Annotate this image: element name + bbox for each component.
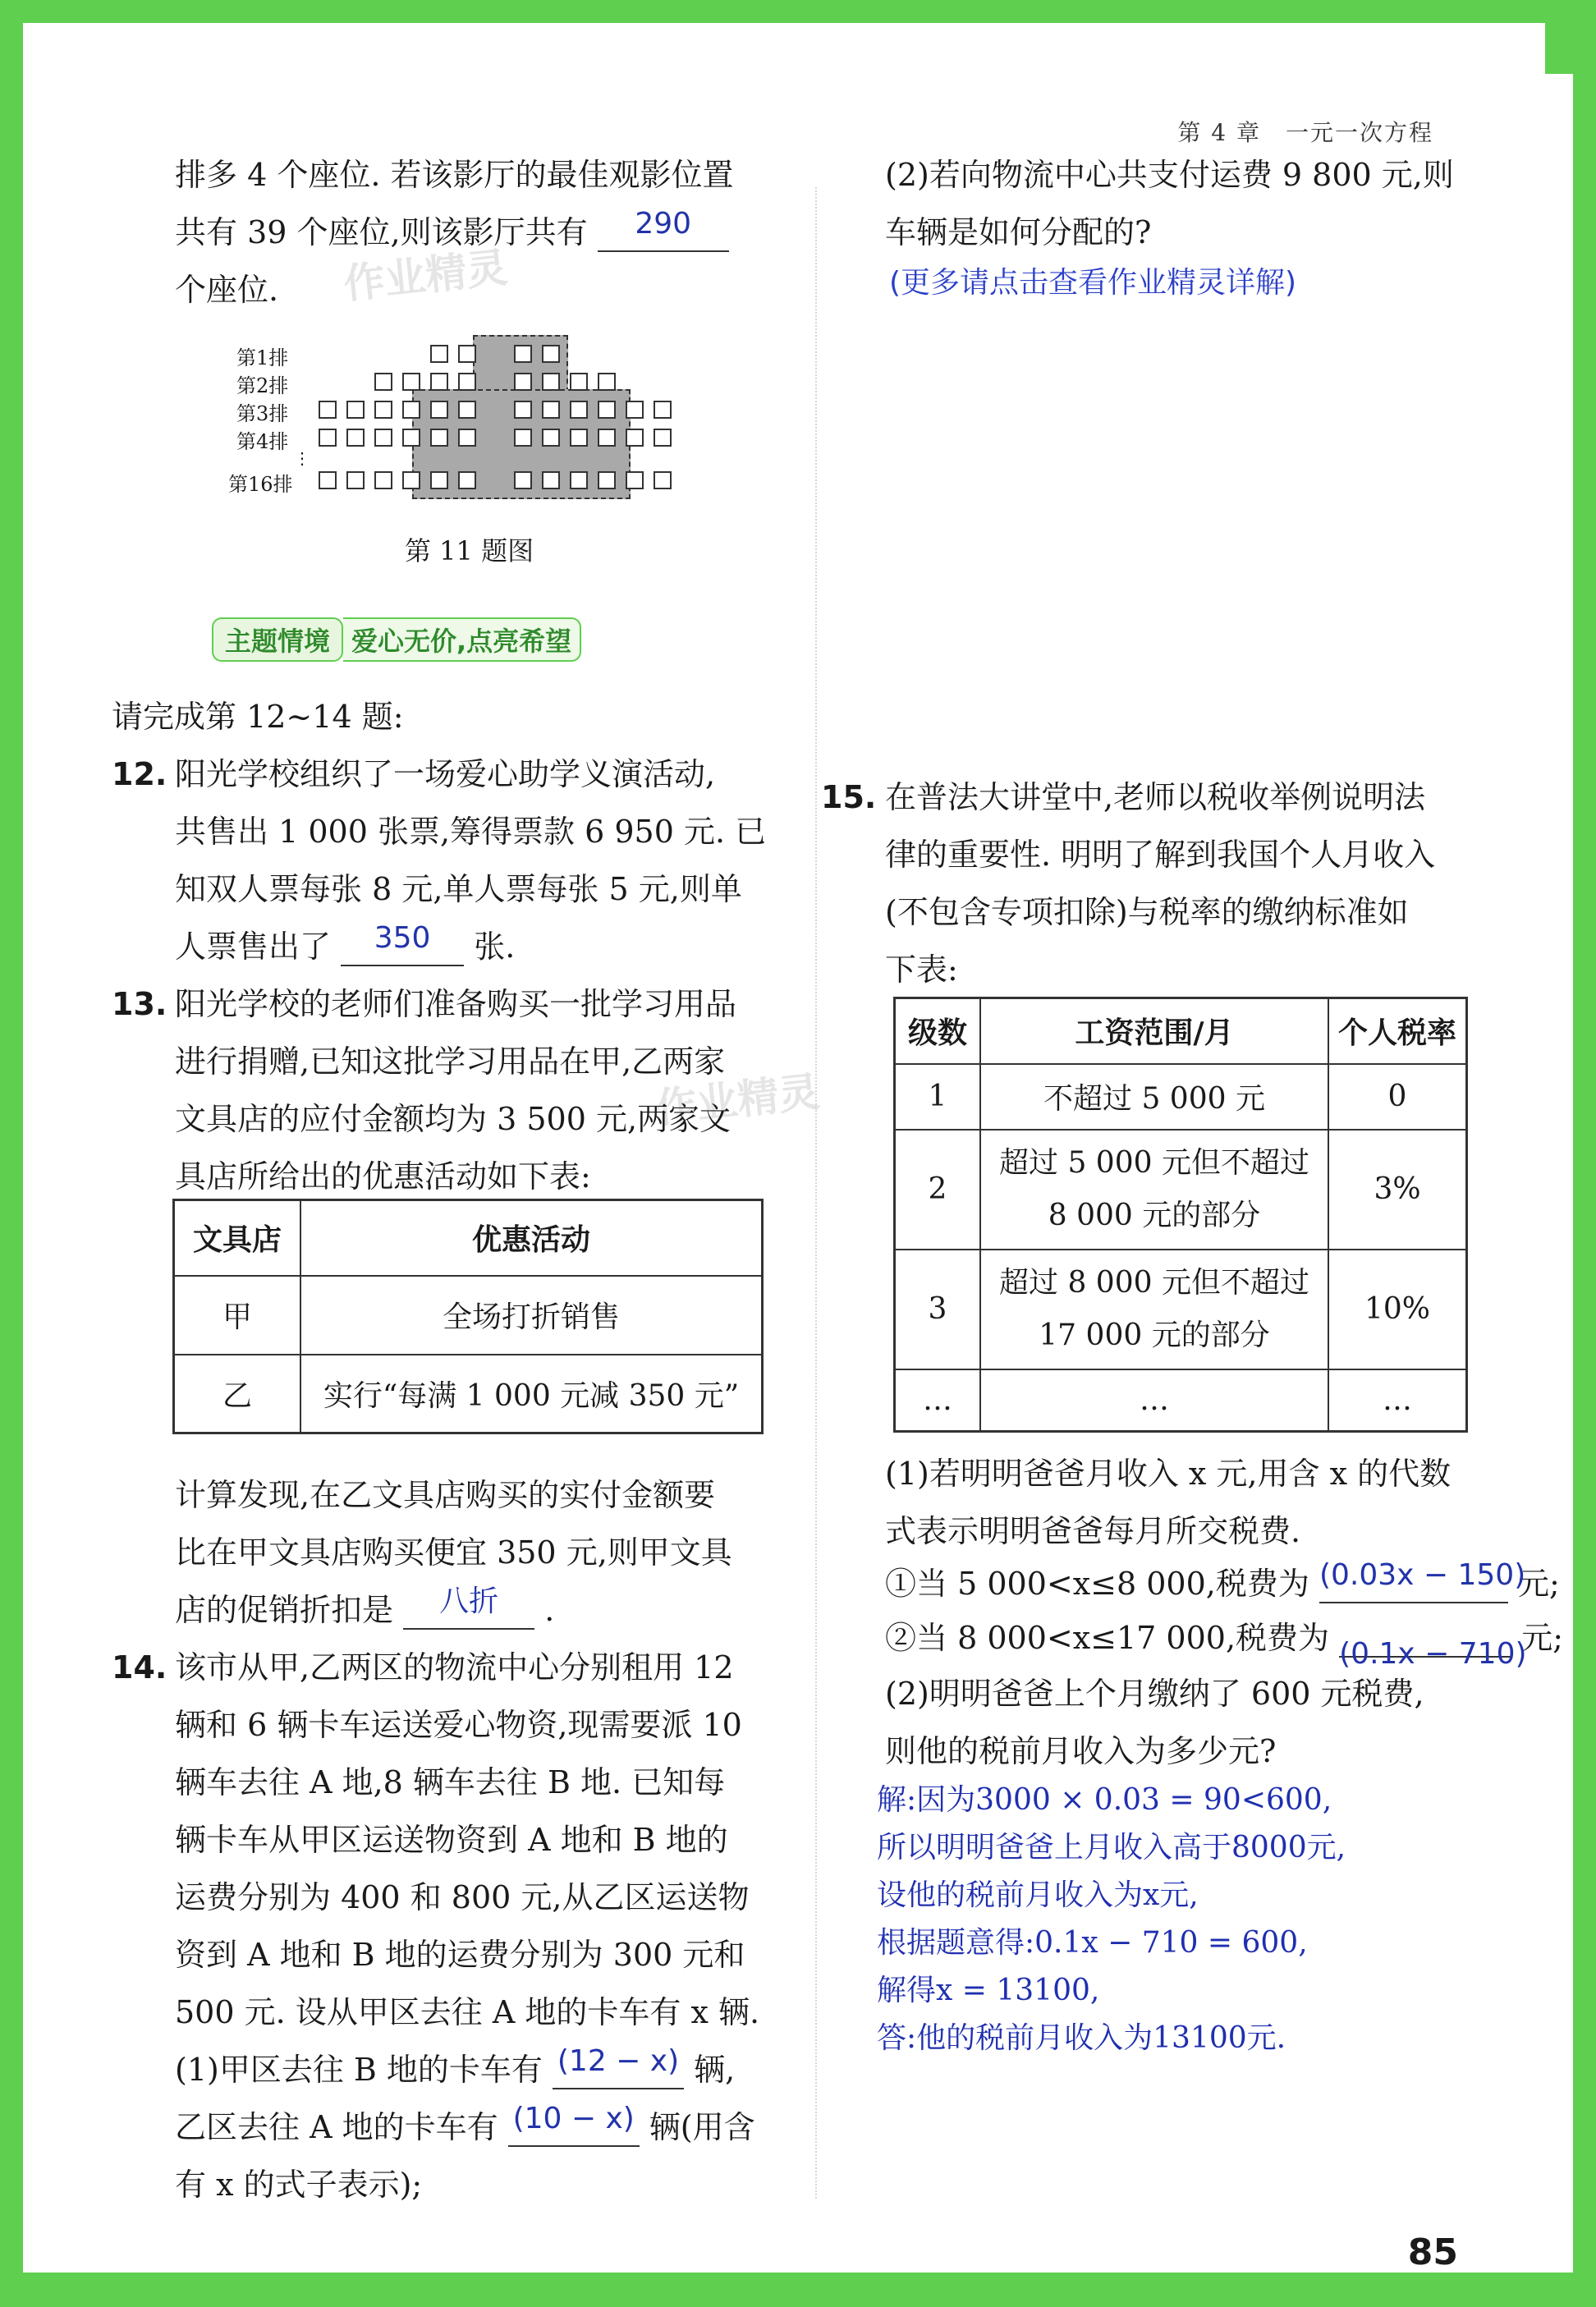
q13-table-header: 文具店 [174, 1200, 301, 1276]
q13-line7-text: 店的促销折扣是 [175, 1592, 394, 1628]
theme-title: 爱心无价,点亮希望 [343, 617, 581, 662]
q14-line4: 辆卡车从甲区运送物资到 A 地和 B 地的 [175, 1822, 728, 1858]
q15-line1: 在普法大讲堂中,老师以税收举例说明法 [885, 779, 1426, 815]
seat-icon [542, 429, 560, 447]
q14-line7: 500 元. 设从甲区去往 A 地的卡车有 x 辆. [175, 1994, 760, 2030]
row-label: 第1排 [236, 346, 289, 369]
page [23, 23, 1573, 2277]
q14-part2-line1: (2)若向物流中心共支付运费 9 800 元,则 [885, 157, 1454, 193]
seat-icon [346, 401, 365, 419]
seat-icon [346, 471, 365, 489]
q13-line3: 文具店的应付金额均为 3 500 元,两家文 [175, 1101, 732, 1137]
q15-case2-answer: (0.1x − 710) [1339, 1623, 1511, 1658]
q11-line2 [175, 204, 729, 261]
q14-line10: 有 x 的式子表示); [175, 2167, 423, 2203]
tax-table-level: … [895, 1369, 981, 1432]
seat-icon [514, 401, 532, 419]
q15-case1 [885, 1555, 1560, 1612]
q14-answer2: (10 − x) [508, 2112, 640, 2147]
q13-line4: 具店所给出的优惠活动如下表: [175, 1158, 591, 1195]
tax-table-header: 个人税率 [1328, 998, 1467, 1064]
seat-icon [402, 471, 420, 489]
theme-tag: 主题情境 [212, 617, 343, 662]
q15-number: 15. [821, 779, 877, 815]
solution-line: 解得x = 13100, [877, 1974, 1100, 2007]
tax-table [893, 997, 1468, 1433]
seat-icon [514, 429, 532, 447]
row-label: 第4排 [236, 430, 289, 453]
q13-answer: 八折 [403, 1595, 534, 1630]
q15-line2: 律的重要性. 明明了解到我国个人月收入 [885, 837, 1436, 873]
q15-case2 [885, 1609, 1564, 1671]
q15-part2-line1: (2)明明爸爸上个月缴纳了 600 元税费, [885, 1676, 1424, 1712]
seat-icon [430, 471, 448, 489]
seat-icon [542, 345, 560, 363]
border-strip [1545, 23, 1573, 74]
seat-icon [402, 429, 420, 447]
seat-icon [626, 429, 644, 447]
q13-line7-end: . [544, 1592, 555, 1628]
row-label: 第16排 [228, 473, 293, 496]
seat-icon [514, 373, 532, 391]
q15-case2-unit: 元; [1521, 1620, 1564, 1656]
tax-table-rate: 3% [1328, 1130, 1467, 1250]
q14-line8-end: 辆, [694, 2052, 736, 2088]
tax-table-rate: 0 [1328, 1064, 1467, 1130]
tax-table-range [980, 1130, 1328, 1250]
q14-line9-text: 乙区去往 A 地的卡车有 [175, 2109, 498, 2145]
seat-icon [346, 429, 365, 447]
q15-part1-line1: (1)若明明爸爸月收入 x 元,用含 x 的代数 [885, 1456, 1452, 1492]
watermark: 作业精灵 [653, 1067, 822, 1133]
seat-figure [228, 333, 745, 530]
tax-table-level: 2 [895, 1130, 981, 1250]
theme-banner [212, 618, 581, 661]
seat-icon [374, 401, 392, 419]
q12-line4-text: 人票售出了 [175, 929, 332, 965]
q14-line5: 运费分别为 400 和 800 元,从乙区运送物 [175, 1879, 750, 1915]
q15-part1-line2: 式表示明明爸爸每月所交税费. [885, 1513, 1301, 1549]
seat-icon [402, 401, 420, 419]
q13-table-header: 优惠活动 [300, 1200, 763, 1276]
seat-icon [374, 373, 392, 391]
seat-icon [598, 429, 616, 447]
solution-line: 所以明明爸爸上月收入高于8000元, [877, 1831, 1346, 1864]
seat-icon [430, 401, 448, 419]
q14-answer1: (12 − x) [553, 2055, 684, 2089]
q14-line1: 该市从甲,乙两区的物流中心分别租用 12 [175, 1649, 734, 1686]
q14-line8-text: (1)甲区去往 B 地的卡车有 [175, 2052, 543, 2088]
tax-table-range: … [980, 1369, 1328, 1432]
seat-icon [542, 373, 560, 391]
q13-table-cell: 甲 [174, 1276, 301, 1355]
q15-case1-text: ①当 5 000<x≤8 000,税费为 [885, 1566, 1309, 1602]
row-dots: ⋮ [294, 448, 310, 468]
q12-line3: 知双人票每张 8 元,单人票每张 5 元,则单 [175, 871, 742, 907]
q13-line5: 计算发现,在乙文具店购买的实付金额要 [175, 1477, 716, 1513]
solution-line: 解:因为3000 × 0.03 = 90<600, [877, 1783, 1332, 1817]
detail-hint-link[interactable]: (更多请点击查看作业精灵详解) [889, 266, 1297, 300]
seat-icon [654, 471, 672, 489]
seat-icon [319, 429, 337, 447]
row-label: 第2排 [236, 374, 289, 397]
row-label: 第3排 [236, 402, 289, 425]
page-number: 85 [1407, 2231, 1458, 2273]
solution-line: 答:他的税前月收入为13100元. [877, 2021, 1286, 2055]
q14-line3: 辆车去往 A 地,8 辆车去往 B 地. 已知每 [175, 1764, 726, 1800]
q14-line9 [175, 2098, 755, 2156]
tax-table-range: 不超过 5 000 元 [980, 1064, 1328, 1130]
solution-line: 根据题意得:0.1x − 710 = 600, [877, 1926, 1308, 1960]
q11-line2-text: 共有 39 个座位,则该影厅共有 [175, 214, 588, 250]
seat-icon [374, 471, 392, 489]
q14-line8 [175, 2041, 735, 2098]
seat-icon [570, 429, 588, 447]
solution-line: 设他的税前月收入为x元, [877, 1878, 1199, 1912]
q12-number: 12. [112, 756, 167, 792]
seat-icon [430, 429, 448, 447]
seat-icon [542, 401, 560, 419]
seat-icon [654, 401, 672, 419]
watermark: 作业精灵 [341, 243, 510, 309]
q15-line3: (不包含专项扣除)与税率的缴纳标准如 [885, 894, 1409, 930]
tax-table-range [980, 1250, 1328, 1369]
chapter-header: 第 4 章 一元一次方程 [1177, 119, 1433, 146]
q12-answer: 350 [341, 932, 464, 966]
seat-icon [402, 373, 420, 391]
tax-table-header: 工资范围/月 [980, 998, 1328, 1064]
seat-icon [458, 401, 476, 419]
seat-icon [514, 345, 532, 363]
tax-range-line: 8 000 元的部分 [1048, 1198, 1261, 1232]
figure-caption: 第 11 题图 [405, 535, 534, 566]
q13-table-cell: 乙 [174, 1355, 301, 1433]
q13-number: 13. [112, 986, 167, 1022]
intro-text: 请完成第 12~14 题: [112, 699, 404, 735]
q11-line1: 排多 4 个座位. 若该影厅的最佳观影位置 [175, 157, 734, 193]
q14-line6: 资到 A 地和 B 地的运费分别为 300 元和 [175, 1937, 745, 1973]
seat-icon [598, 401, 616, 419]
seat-icon [458, 429, 476, 447]
seat-icon [542, 471, 560, 489]
seat-icon [319, 471, 337, 489]
seat-icon [430, 373, 448, 391]
q15-line4: 下表: [885, 952, 958, 988]
q12-line2: 共售出 1 000 张票,筹得票款 6 950 元. 已 [175, 814, 767, 850]
seat-icon [458, 471, 476, 489]
q12-line4 [175, 918, 515, 975]
tax-table-level: 1 [895, 1064, 981, 1130]
q14-part2-line2: 车辆是如何分配的? [885, 214, 1152, 250]
q15-case1-unit: 元; [1518, 1566, 1560, 1602]
tax-table-rate: 10% [1328, 1250, 1467, 1369]
q14-number: 14. [112, 1649, 167, 1686]
seat-icon [570, 401, 588, 419]
border-strip-bottom [23, 2273, 1573, 2277]
tax-range-line: 超过 8 000 元但不超过 [999, 1265, 1309, 1300]
q15-part2-line2: 则他的税前月收入为多少元? [885, 1733, 1277, 1769]
q13-table-cell: 全场打折销售 [300, 1276, 763, 1355]
seat-icon [458, 345, 476, 363]
q13-table [172, 1199, 764, 1434]
seat-icon [458, 373, 476, 391]
seat-icon [570, 471, 588, 489]
seat-icon [374, 429, 392, 447]
seat-icon [626, 401, 644, 419]
q15-solution [877, 1777, 1346, 2062]
q11-line3: 个座位. [175, 272, 279, 308]
seat-icon [598, 373, 616, 391]
seat-icon [626, 471, 644, 489]
q15-case2-text: ②当 8 000<x≤17 000,税费为 [885, 1620, 1330, 1656]
seat-icon [319, 401, 337, 419]
q12-line4-end: 张. [474, 929, 516, 965]
seat-icon [598, 471, 616, 489]
q13-line2: 进行捐赠,已知这批学习用品在甲,乙两家 [175, 1043, 726, 1080]
q14-line2: 辆和 6 辆卡车运送爱心物资,现需要派 10 [175, 1707, 742, 1743]
seat-icon [570, 373, 588, 391]
tax-table-header: 级数 [895, 998, 981, 1064]
seat-icon [430, 345, 448, 363]
q13-line6: 比在甲文具店购买便宜 350 元,则甲文具 [175, 1534, 732, 1571]
tax-table-level: 3 [895, 1250, 981, 1369]
q12-line1: 阳光学校组织了一场爱心助学义演活动, [175, 756, 716, 792]
seat-icon [514, 471, 532, 489]
q13-line7 [175, 1581, 554, 1639]
q13-line1: 阳光学校的老师们准备购买一批学习用品 [175, 986, 737, 1022]
tax-table-rate: … [1328, 1369, 1467, 1432]
q15-case1-answer: (0.03x − 150) [1319, 1569, 1508, 1603]
tax-range-line: 17 000 元的部分 [1039, 1318, 1270, 1352]
q13-table-cell: 实行“每满 1 000 元减 350 元” [300, 1355, 763, 1433]
q14-line9-end: 辆(用含 [649, 2109, 755, 2145]
tax-range-line: 超过 5 000 元但不超过 [999, 1145, 1309, 1180]
column-divider [815, 187, 817, 2199]
seat-icon [654, 429, 672, 447]
q11-answer: 290 [598, 218, 729, 252]
